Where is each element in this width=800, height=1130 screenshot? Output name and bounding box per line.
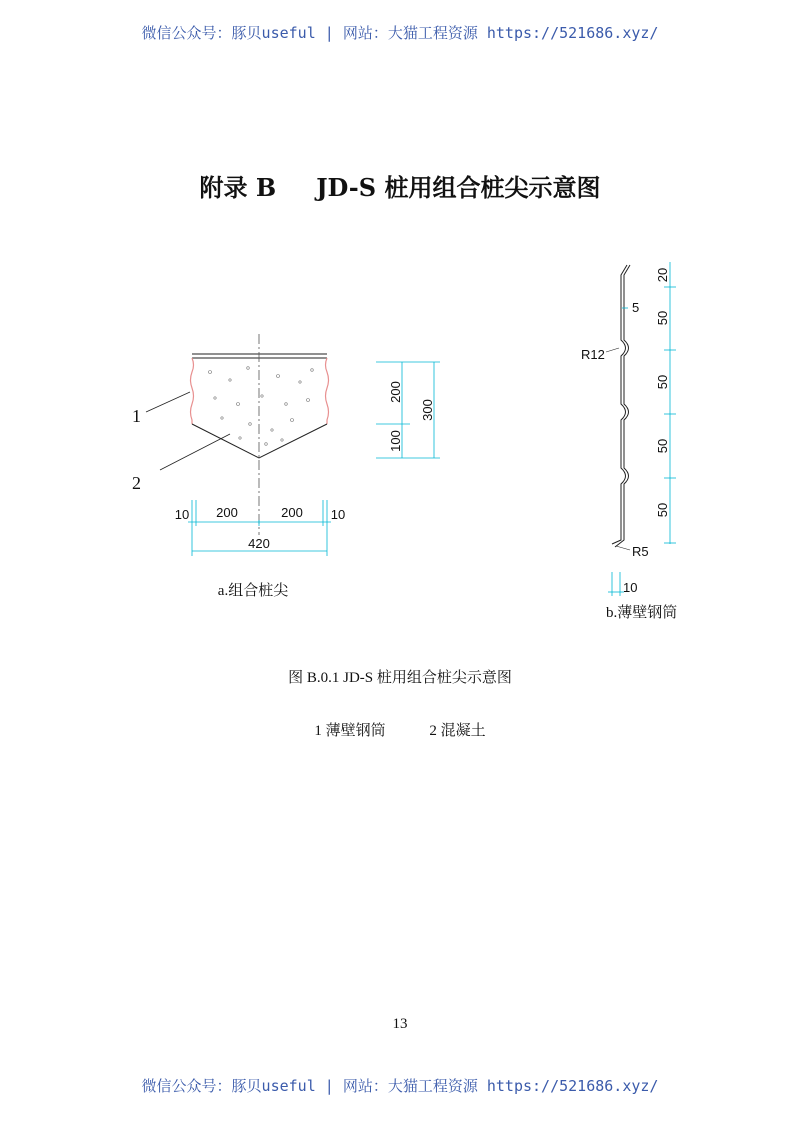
page-number: 13 [392,1016,408,1032]
label-1: 1 [132,406,141,426]
dim-50-2: 50 [655,374,670,390]
watermark-bottom: 微信公众号：豚贝useful | 网站：大猫工程资源 https://521686.xyz/ [141,1077,659,1095]
label-2: 2 [132,473,141,493]
dim-200-vertical: 200 [388,381,403,403]
radius-r12: R12 [581,347,605,362]
dim-20: 20 [655,267,670,283]
dim-300-vertical: 300 [420,399,435,421]
figure-legend [0,719,800,740]
dim-200-left: 200 [216,505,238,520]
dim-10-left: 10 [174,507,190,522]
dim-50-1: 50 [655,310,670,326]
dim-50-3: 50 [655,438,670,454]
radius-r5: R5 [632,544,649,559]
figure-caption: 图 B.0.1 JD-S 桩用组合桩尖示意图 [288,670,512,686]
watermark-top: 微信公众号：豚贝useful | 网站：大猫工程资源 https://521686.xyz/ [141,24,659,42]
figure-b-steel-tube [581,262,677,621]
dim-10-right: 10 [330,507,346,522]
dim-420: 420 [248,536,270,551]
figure-b-caption: b.薄壁钢筒 [606,605,678,621]
dim-50-4: 50 [655,502,670,518]
legend-item-steel-tube: 1 薄壁钢筒 [314,723,386,739]
dim-5: 5 [632,300,640,315]
appendix-label: 附录 B [199,173,277,202]
figure-a-caption: a.组合桩尖 [217,583,289,599]
dim-100-vertical: 100 [388,430,403,452]
legend-item-concrete: 2 混凝土 [429,723,486,739]
figure-a-pile-tip [132,334,440,599]
dim-10-tube: 10 [623,580,638,595]
dim-200-right: 200 [281,505,303,520]
appendix-title: JD-S 桩用组合桩尖示意图 [316,173,601,202]
